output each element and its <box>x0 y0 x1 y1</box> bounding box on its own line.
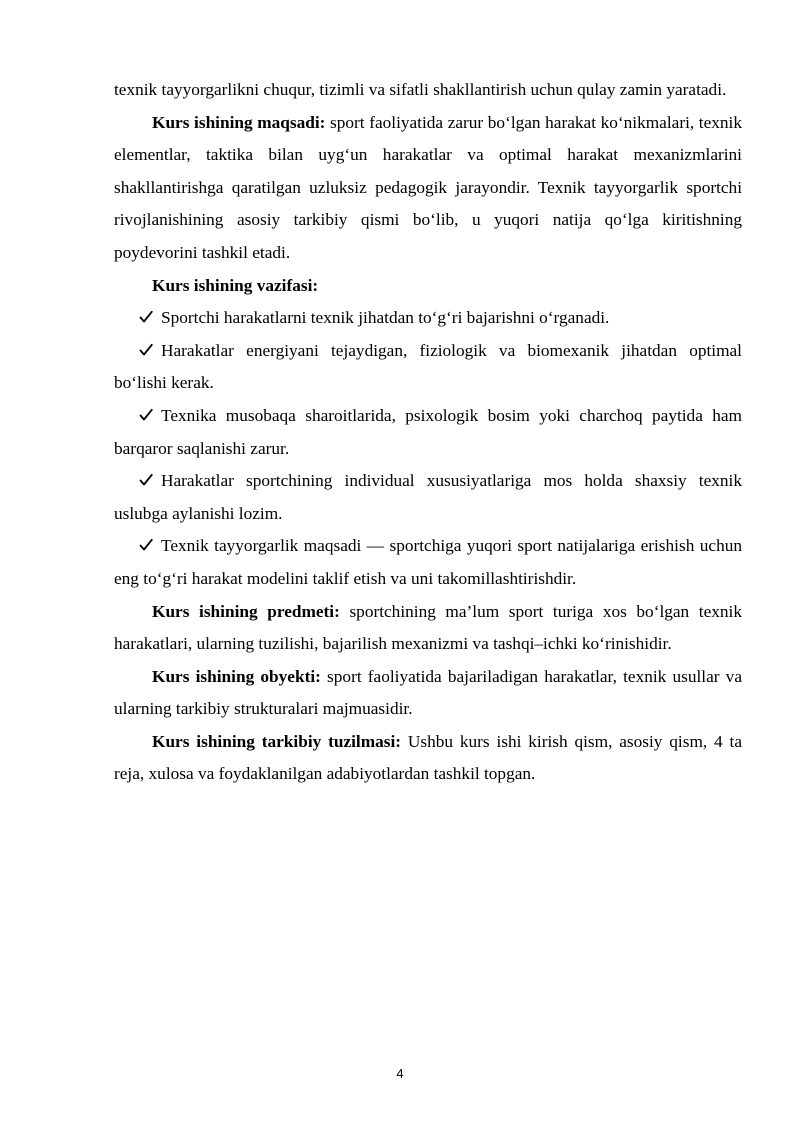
predmeti-label: Kurs ishining predmeti: <box>152 601 340 621</box>
page-number: 4 <box>396 1066 404 1081</box>
tuzilmasi-label: Kurs ishining tarkibiy tuzilmasi: <box>152 731 402 751</box>
paragraph-vazifasi <box>114 270 742 303</box>
check-icon <box>139 335 161 368</box>
predmeti-text: sportchining ma’lum sport turiga xos bo‘lgan texnik harakatlari, ularning tuzilishi, bajarilish mexanizmi va tashqi–ichki ko‘rinishidir. <box>114 601 742 654</box>
obyekti-label: Kurs ishining obyekti: <box>152 666 321 686</box>
checklist-item-text: Sportchi harakatlarni texnik jihatdan to‘g‘ri bajarishni o‘rganadi. <box>161 308 610 328</box>
paragraph-intro-continued: texnik tayyorgarlikni chuqur, tizimli va sifatli shakllantirish uchun qulay zamin yaratadi. <box>114 80 727 99</box>
maqsad-label: Kurs ishining maqsadi: <box>152 112 326 132</box>
checklist-item-text: Harakatlar sportchining individual xususiyatlariga mos holda shaxsiy texnik uslubga aylanishi lozim. <box>114 471 742 523</box>
check-icon <box>139 302 161 335</box>
paragraph-maqsad <box>114 107 742 270</box>
check-icon <box>139 465 161 498</box>
checklist-item-text: Harakatlar energiyani tejaydigan, fiziologik va biomexanik jihatdan optimal bo‘lishi kerak. <box>114 340 742 393</box>
checklist-item <box>114 302 742 335</box>
paragraph-tuzilmasi <box>114 726 742 791</box>
checklist-item <box>114 335 742 400</box>
checklist-item-text: Texnik tayyorgarlik maqsadi — sportchiga yuqori sport natijalariga erishish uchun eng to‘g‘ri harakat modelini taklif etish va uni takomillashtirishdir. <box>114 536 742 588</box>
checklist-item-text: Texnika musobaqa sharoitlarida, psixologik bosim yoki charchoq paytida ham barqaror saqlanishi zarur. <box>114 405 742 458</box>
paragraph-predmeti <box>114 596 742 661</box>
checklist-item <box>114 530 742 595</box>
paragraph-obyekti <box>114 661 742 726</box>
checklist-item <box>114 400 742 465</box>
vazifasi-label: Kurs ishining vazifasi: <box>152 275 319 295</box>
check-icon <box>139 400 161 433</box>
tuzilmasi-text: Ushbu kurs ishi kirish qism, asosiy qism, 4 ta reja, xulosa va foydaklanilgan adabiyotlardan tashkil topgan. <box>114 731 743 784</box>
obyekti-text: sport faoliyatida bajariladigan harakatlar, texnik usullar va ularning tarkibiy strukturalari majmuasidir. <box>114 666 742 719</box>
document-body <box>114 74 742 791</box>
check-icon <box>139 530 161 563</box>
checklist-item <box>114 465 742 530</box>
maqsad-text: sport faoliyatida zarur bo‘lgan harakat ko‘nikmalari, texnik elementlar, taktika bilan uyg‘un harakatlar va optimal harakat mexanizmlarini shakllantirishga qaratilgan uzluksiz pedagogik jarayondir. Texnik tayyorgarlik sportchi rivojlanishining asosiy tarkibiy qismi bo‘lib, u yuqori natija qo‘lga kiritishning poydevorini tashkil etadi. <box>114 112 742 262</box>
